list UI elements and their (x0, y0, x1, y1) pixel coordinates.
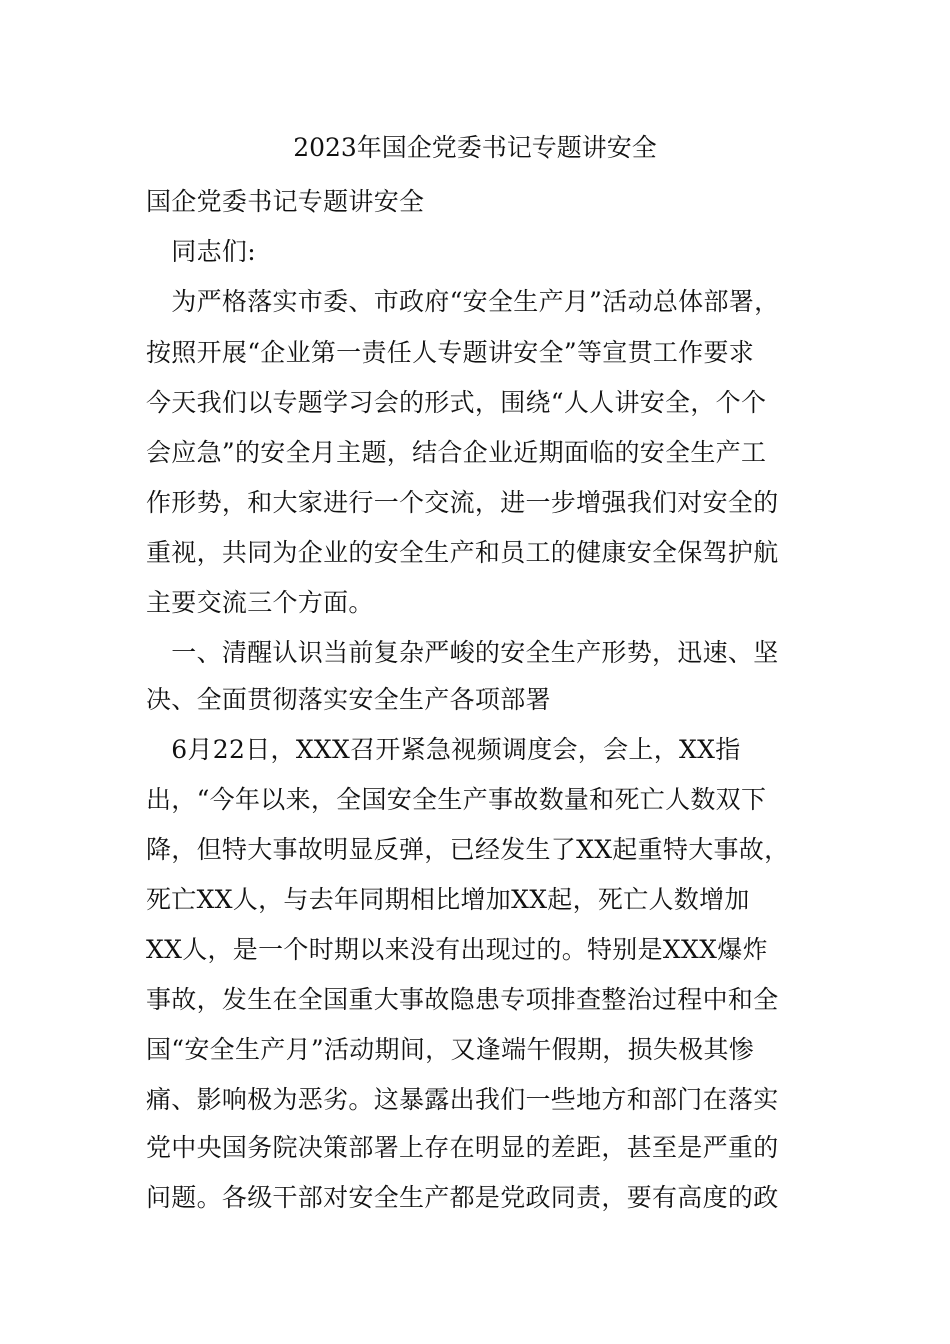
text-line: 为严格落实市委、市政府“安全生产月”活动总体部署， (146, 287, 780, 316)
text-line: 降，但特大事故明显反弹，已经发生了XX起重特大事故， (146, 835, 790, 864)
text-line: 痛、影响极为恶劣。这暴露出我们一些地方和部门在落实 (146, 1085, 779, 1114)
text-line: XX人，是一个时期以来没有出现过的。特别是XXX爆炸 (146, 935, 768, 964)
text-line: 死亡XX人，与去年同期相比增加XX起，死亡人数增加 (146, 885, 750, 914)
text-line: 问题。各级干部对安全生产都是党政同责，要有高度的政 (146, 1183, 779, 1212)
text-line: 决、全面贯彻落实安全生产各项部署 (146, 685, 551, 714)
text-line: 国企党委书记专题讲安全 (146, 187, 425, 216)
text-line: 同志们: (146, 237, 256, 266)
text-line: 一、清醒认识当前复杂严峻的安全生产形势，迅速、坚 (146, 638, 779, 667)
text-line: 重视，共同为企业的安全生产和员工的健康安全保驾护航 (146, 538, 779, 567)
text-line: 主要交流三个方面。 (146, 588, 374, 617)
text-line: 出，“今年以来，全国安全生产事故数量和死亡人数双下 (146, 785, 767, 814)
text-line: 按照开展“企业第一责任人专题讲安全”等宣贯工作要求 (146, 338, 755, 367)
document-title: 2023年国企党委书记专题讲安全 (293, 133, 657, 162)
text-line: 国“安全生产月”活动期间，又逢端午假期，损失极其惨 (146, 1035, 755, 1064)
text-line: 会应急”的安全月主题，结合企业近期面临的安全生产工 (146, 438, 767, 467)
text-line: 党中央国务院决策部署上存在明显的差距，甚至是严重的 (146, 1133, 779, 1162)
text-line: 6月22日，XXX召开紧急视频调度会，会上，XX指 (146, 735, 741, 764)
text-line: 事故，发生在全国重大事故隐患专项排查整治过程中和全 (146, 985, 779, 1014)
text-line: 今天我们以专题学习会的形式，围绕“人人讲安全，个个 (146, 388, 767, 417)
text-line: 作形势，和大家进行一个交流，进一步增强我们对安全的 (146, 488, 779, 517)
